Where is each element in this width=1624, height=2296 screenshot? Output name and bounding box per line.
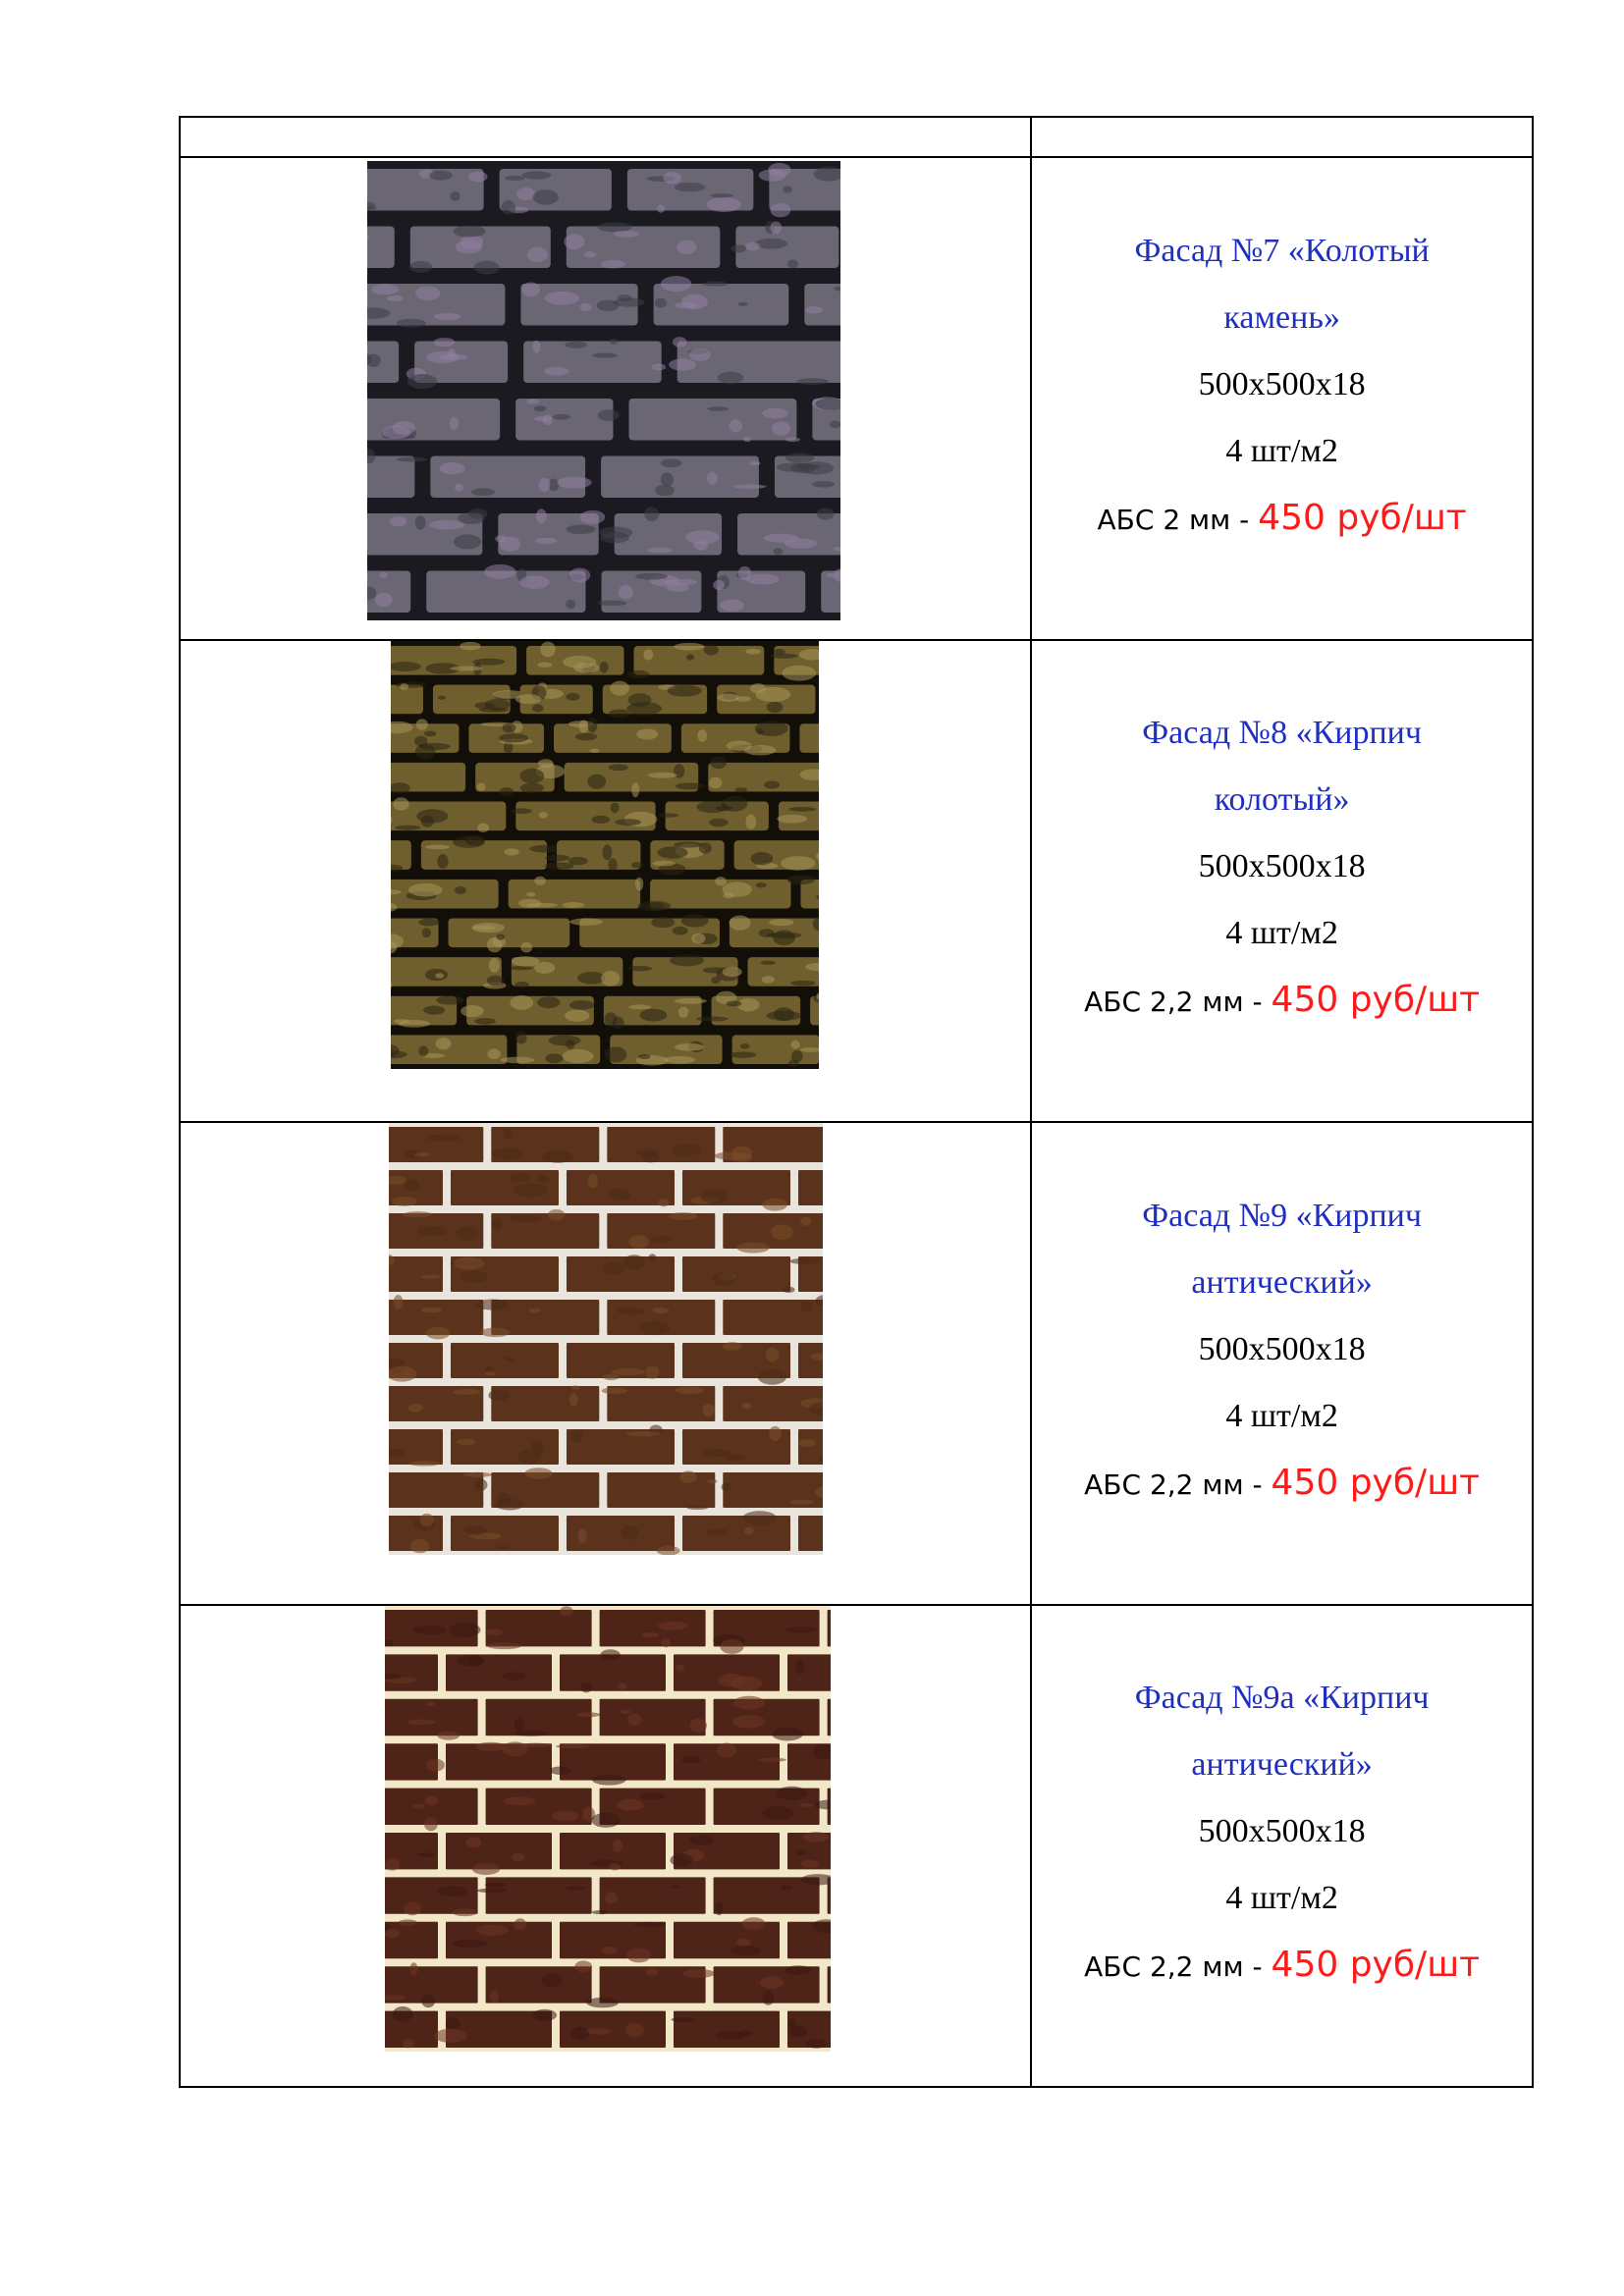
info-cell xyxy=(1031,1605,1533,2087)
image-cell xyxy=(180,157,1031,639)
product-name-line: колотый» xyxy=(1214,781,1350,819)
header-cell xyxy=(1031,117,1533,157)
product-name xyxy=(1032,700,1532,833)
header-cell xyxy=(180,117,1031,157)
info-cell xyxy=(1031,157,1533,639)
info-cell xyxy=(1031,1122,1533,1604)
material-label: АБС 2,2 мм - xyxy=(1084,986,1272,1019)
product-name-line: Фасад №7 «Колотый xyxy=(1134,233,1430,270)
image-cell xyxy=(180,1122,1031,1604)
product-name-line: Фасад №9 «Кирпич xyxy=(1142,1197,1422,1234)
product-name-line: антический» xyxy=(1191,1746,1373,1784)
product-name xyxy=(1032,1665,1532,1798)
price: 450 руб/шт xyxy=(1271,1945,1481,1986)
product-dimensions: 500х500х18 xyxy=(1198,1813,1366,1850)
material-label: АБС 2 мм - xyxy=(1097,504,1259,537)
product-dimensions: 500х500х18 xyxy=(1198,848,1366,885)
product-name xyxy=(1032,1183,1532,1316)
price: 450 руб/шт xyxy=(1258,498,1467,539)
info-cell xyxy=(1031,640,1533,1122)
table-row xyxy=(180,157,1533,639)
table-row xyxy=(180,1122,1533,1604)
price: 450 руб/шт xyxy=(1271,980,1481,1021)
product-quantity: 4 шт/м2 xyxy=(1225,1880,1338,1917)
facade-panel-image xyxy=(385,1606,831,2052)
product-name-line: антический» xyxy=(1191,1263,1373,1301)
price-line xyxy=(1032,485,1532,554)
facade-panel-image xyxy=(389,1123,823,1555)
material-label: АБС 2,2 мм - xyxy=(1084,1468,1272,1501)
table-row xyxy=(180,640,1533,1122)
price: 450 руб/шт xyxy=(1271,1462,1481,1503)
table-header-row xyxy=(180,117,1533,157)
product-name-line: Фасад №8 «Кирпич xyxy=(1142,715,1422,752)
product-dimensions: 500х500х18 xyxy=(1198,366,1366,403)
product-quantity: 4 шт/м2 xyxy=(1225,433,1338,470)
product-quantity: 4 шт/м2 xyxy=(1225,1397,1338,1434)
facade-panel-image xyxy=(367,161,840,620)
product-name-line: камень» xyxy=(1223,299,1340,337)
product-quantity: 4 шт/м2 xyxy=(1225,915,1338,952)
product-name-line: Фасад №9а «Кирпич xyxy=(1134,1680,1430,1717)
image-cell xyxy=(180,1605,1031,2087)
product-dimensions: 500х500х18 xyxy=(1198,1330,1366,1367)
facade-panel-image xyxy=(391,641,819,1069)
price-line xyxy=(1032,967,1532,1036)
price-line xyxy=(1032,1932,1532,2001)
price-line xyxy=(1032,1450,1532,1519)
material-label: АБС 2,2 мм - xyxy=(1084,1950,1272,1984)
product-name xyxy=(1032,218,1532,351)
image-cell xyxy=(180,640,1031,1122)
product-table xyxy=(179,116,1534,2088)
table-row xyxy=(180,1605,1533,2087)
